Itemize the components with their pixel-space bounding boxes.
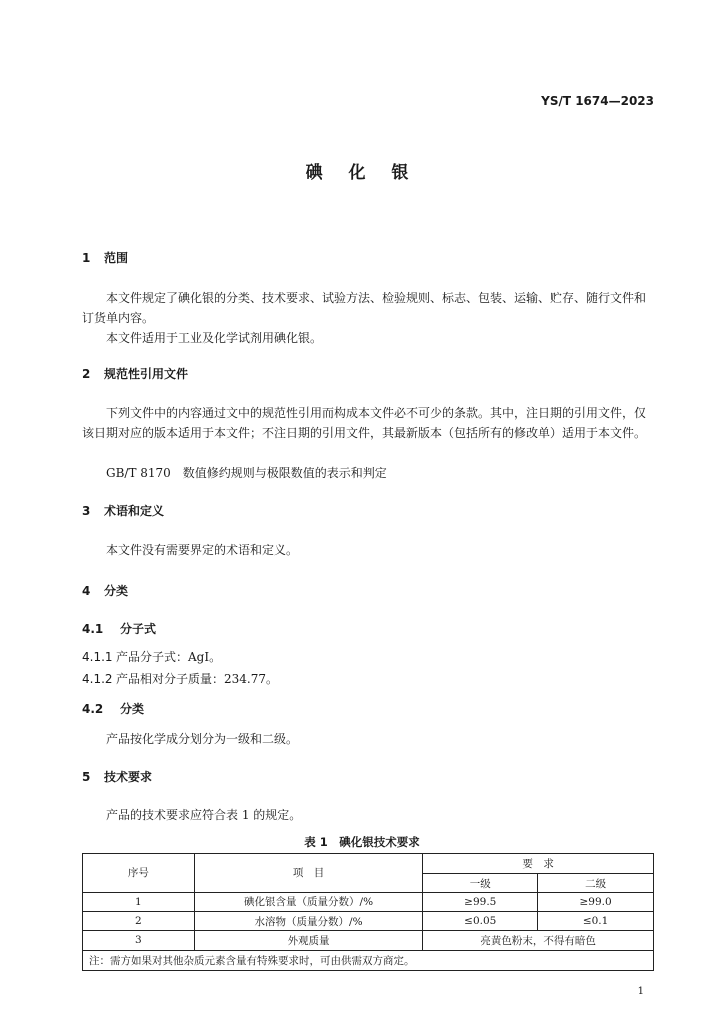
terms-paragraph: 本文件没有需要界定的术语和定义。 bbox=[106, 543, 299, 557]
table-caption: 表 1 碘化银技术要求 bbox=[304, 835, 420, 849]
clause-text: 产品相对分子质量：234.77。 bbox=[116, 672, 278, 686]
header-grade-2: 二级 bbox=[538, 874, 654, 892]
table-note: 注：需方如果对其他杂质元素含量有特殊要求时，可由供需双方商定。 bbox=[83, 950, 654, 970]
section-number: 4 bbox=[82, 584, 91, 598]
scope-paragraph-2: 本文件适用于工业及化学试剂用碘化银。 bbox=[106, 331, 323, 345]
cell-item: 水溶物（质量分数）/% bbox=[194, 911, 423, 930]
cell-grade-2: ≥99.0 bbox=[538, 892, 654, 911]
classification-paragraph: 产品按化学成分划分为一级和二级。 bbox=[106, 732, 299, 746]
cell-grade-1: ≥99.5 bbox=[423, 892, 538, 911]
header-item: 项 目 bbox=[194, 854, 423, 893]
subsection-heading-4-1 bbox=[82, 620, 156, 637]
page-number: 1 bbox=[637, 986, 644, 997]
section-heading-2 bbox=[82, 365, 188, 382]
header-requirement: 要 求 bbox=[423, 854, 654, 874]
section-title: 术语和定义 bbox=[104, 504, 165, 518]
normative-reference: GB/T 8170 数值修约规则与极限数值的表示和判定 bbox=[106, 466, 387, 480]
clause-4-1-2 bbox=[82, 669, 278, 689]
table-row bbox=[83, 892, 654, 911]
normative-paragraph: 下列文件中的内容通过文中的规范性引用而构成本文件必不可少的条款。其中，注日期的引用文件，仅该日期对应的版本适用于本文件；不注日期的引用文件，其最新版本（包括所有的修改单）适用于本文件。 bbox=[82, 406, 647, 440]
section-title: 分类 bbox=[104, 584, 129, 598]
header-seq: 序号 bbox=[83, 854, 195, 893]
header-grade-1: 一级 bbox=[423, 874, 538, 892]
section-title: 规范性引用文件 bbox=[104, 367, 189, 381]
scope-paragraph-1: 本文件规定了碘化银的分类、技术要求、试验方法、检验规则、标志、包装、运输、贮存、随行文件和订货单内容。 bbox=[82, 291, 647, 325]
subsection-title: 分类 bbox=[120, 702, 145, 716]
clause-text: 产品分子式：AgI。 bbox=[116, 650, 222, 664]
subsection-title: 分子式 bbox=[120, 622, 157, 636]
standard-number: YS/T 1674—2023 bbox=[541, 94, 654, 108]
section-heading-5 bbox=[82, 768, 152, 785]
requirements-table bbox=[82, 853, 654, 971]
cell-merged-requirement: 亮黄色粉末，不得有暗色 bbox=[423, 931, 654, 950]
section-number: 5 bbox=[82, 770, 91, 784]
section-title: 范围 bbox=[104, 251, 129, 265]
document-title: 碘 化 银 bbox=[305, 163, 419, 183]
subsection-number: 4.2 bbox=[82, 702, 104, 716]
section-heading-3 bbox=[82, 502, 164, 519]
section-number: 3 bbox=[82, 504, 91, 518]
table-row bbox=[83, 931, 654, 950]
section-heading-4 bbox=[82, 582, 128, 599]
cell-seq: 2 bbox=[83, 911, 195, 930]
subsection-number: 4.1 bbox=[82, 622, 104, 636]
cell-item: 外观质量 bbox=[194, 931, 423, 950]
table-row bbox=[83, 911, 654, 930]
section-number: 1 bbox=[82, 251, 91, 265]
section-heading-1 bbox=[82, 249, 128, 266]
cell-grade-2: ≤0.1 bbox=[538, 911, 654, 930]
cell-seq: 3 bbox=[83, 931, 195, 950]
clause-4-1-1 bbox=[82, 647, 221, 667]
cell-grade-1: ≤0.05 bbox=[423, 911, 538, 930]
clause-number: 4.1.2 bbox=[82, 672, 113, 686]
cell-item: 碘化银含量（质量分数）/% bbox=[194, 892, 423, 911]
subsection-heading-4-2 bbox=[82, 700, 144, 717]
clause-number: 4.1.1 bbox=[82, 650, 113, 664]
section-number: 2 bbox=[82, 367, 91, 381]
requirements-paragraph: 产品的技术要求应符合表 1 的规定。 bbox=[106, 808, 302, 822]
cell-seq: 1 bbox=[83, 892, 195, 911]
section-title: 技术要求 bbox=[104, 770, 153, 784]
